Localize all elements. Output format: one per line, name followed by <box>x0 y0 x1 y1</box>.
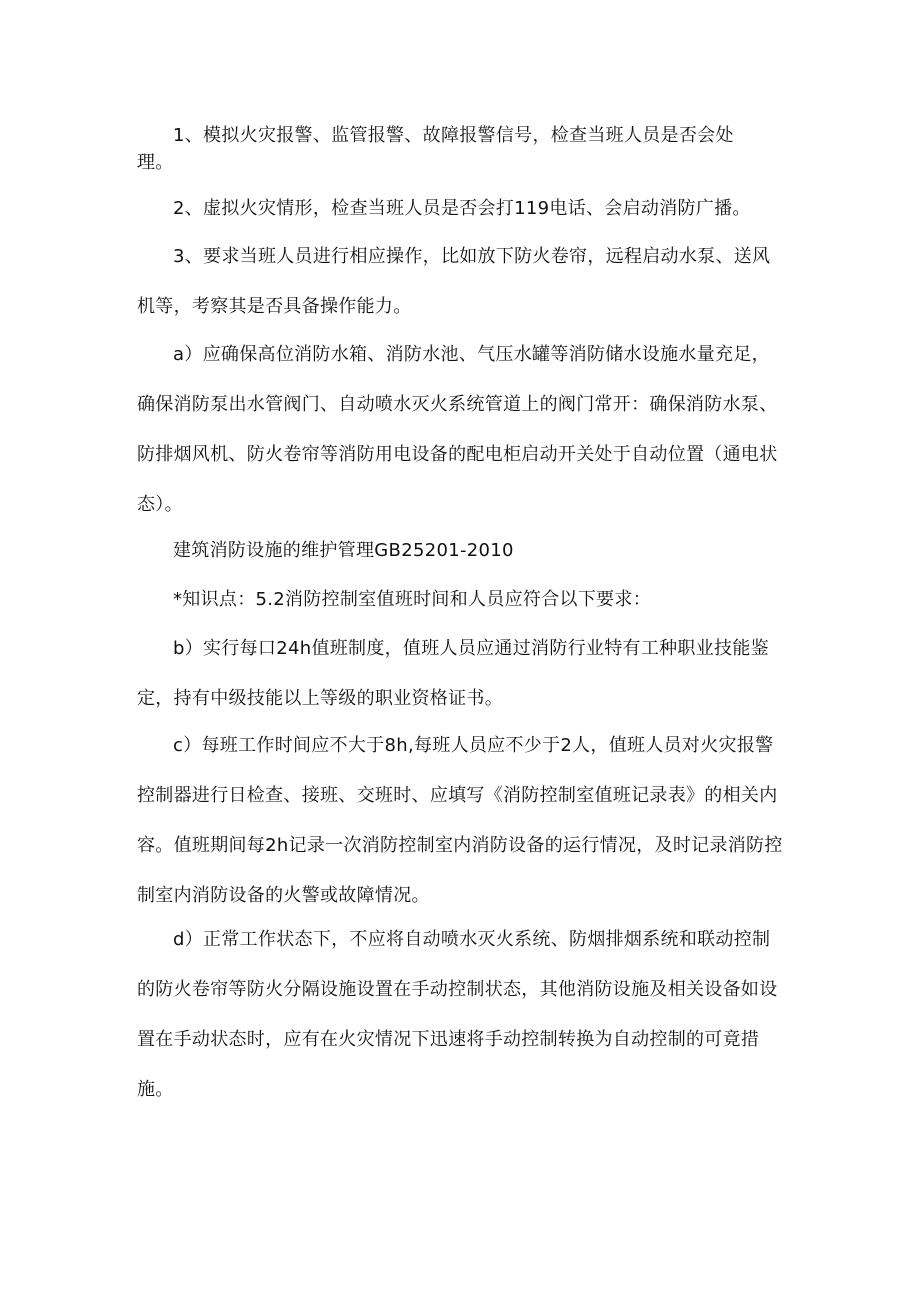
paragraph-standard-title: 建筑消防设施的维护管理GB25201-2010 <box>173 540 514 561</box>
paragraph-c: c）每班工作时间应不大于8h,每班人员应不少于2人，值班人员对火灾报警控制器进行日检查、接班、交班时、应填写《消防控制室值班记录表》的相关内容。值班期间每2h记录一次消防控制室内消防设备的运行情况，及时记录消防控制室内消防设备的火警或故障情况。 <box>137 735 783 906</box>
paragraph-1: 1、模拟火灾报警、监管报警、故障报警信号，检查当班人员是否会处理。 <box>137 125 734 173</box>
paragraph-3: 3、要求当班人员进行相应操作，比如放下防火卷帘，远程启动水泵、送风机等，考察其是否具备操作能力。 <box>137 246 771 317</box>
paragraph-b: b）实行每口24h值班制度，值班人员应通过消防行业特有工种职业技能鉴定，持有中级技能以上等级的职业资格证书。 <box>137 638 769 709</box>
paragraph-knowledge-point: *知识点：5.2消防控制室值班时间和人员应符合以下要求： <box>173 589 652 610</box>
paragraph-d: d）正常工作状态下，不应将自动喷水灭火系统、防烟排烟系统和联动控制的防火卷帘等防火分隔设施设置在手动控制状态，其他消防设施及相关设备如设置在手动状态时，应有在火灾情况下迅速将手动控制转换为自动控制的可竟措施。 <box>137 929 778 1100</box>
paragraph-a: a）应确保高位消防水箱、消防水池、气压水罐等消防储水设施水量充足，确保消防泵出水管阀门、自动喷水灭火系统管道上的阀门常开：确保消防水泵、防排烟风机、防火卷帘等消防用电设备的配电柜启动开关处于自动位置（通电状态）。 <box>137 344 778 515</box>
paragraph-2: 2、虚拟火灾情形，检查当班人员是否会打119电话、会启动消防广播。 <box>173 198 751 219</box>
